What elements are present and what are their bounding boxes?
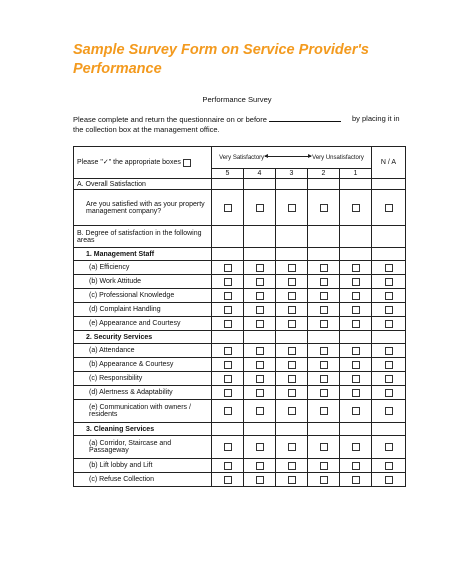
score-4: 4 <box>244 169 276 179</box>
rating-checkbox[interactable] <box>256 347 264 355</box>
rating-checkbox[interactable] <box>352 462 360 470</box>
empty-cell <box>244 179 276 190</box>
rating-checkbox[interactable] <box>256 278 264 286</box>
survey-item-row <box>74 261 406 275</box>
survey-item-row-cell <box>244 436 276 459</box>
empty-cell <box>276 423 308 436</box>
empty-cell <box>276 331 308 344</box>
survey-item-row-cell <box>340 372 372 386</box>
survey-item-row-cell <box>244 386 276 400</box>
rating-checkbox[interactable] <box>352 361 360 369</box>
score-2: 2 <box>308 169 340 179</box>
instructions-part-2: by placing it in <box>352 114 400 123</box>
section-b-body <box>74 226 406 487</box>
rating-checkbox[interactable] <box>256 292 264 300</box>
score-5: 5 <box>212 169 244 179</box>
survey-item-row <box>74 317 406 331</box>
survey-item-row-cell <box>244 400 276 423</box>
survey-item-row-cell <box>244 459 276 473</box>
tick-sample-checkbox <box>183 159 191 167</box>
survey-item-row <box>74 436 406 459</box>
rating-checkbox[interactable] <box>224 462 232 470</box>
na-checkbox[interactable] <box>385 264 393 272</box>
survey-item-row-label: (a) Corridor, Staircase and Passageway <box>74 436 212 459</box>
empty-cell <box>340 226 372 248</box>
rating-checkbox[interactable] <box>352 264 360 272</box>
rating-checkbox[interactable] <box>320 462 328 470</box>
empty-cell <box>244 423 276 436</box>
survey-item-row-cell <box>212 317 244 331</box>
survey-item-row <box>74 473 406 487</box>
survey-item-row-cell <box>340 261 372 275</box>
survey-item-row-cell <box>372 358 406 372</box>
rating-checkbox[interactable] <box>256 462 264 470</box>
survey-table <box>73 146 406 487</box>
na-checkbox[interactable] <box>385 361 393 369</box>
survey-item-row-cell <box>212 400 244 423</box>
survey-item-row-label: (e) Appearance and Courtesy <box>74 317 212 331</box>
survey-item-row-cell <box>372 275 406 289</box>
date-blank-field[interactable] <box>269 114 341 122</box>
rating-checkbox[interactable] <box>320 292 328 300</box>
survey-item-row-cell <box>276 261 308 275</box>
survey-item-row-cell <box>276 344 308 358</box>
empty-cell <box>212 423 244 436</box>
na-header: N / A <box>372 147 406 179</box>
rating-checkbox[interactable] <box>352 204 360 212</box>
survey-item-row-cell <box>372 386 406 400</box>
rating-checkbox[interactable] <box>320 389 328 397</box>
page-title <box>73 41 453 79</box>
rating-checkbox[interactable] <box>224 443 232 451</box>
survey-item-row-cell <box>212 261 244 275</box>
survey-item-row-cell <box>308 459 340 473</box>
empty-cell <box>340 423 372 436</box>
na-checkbox[interactable] <box>385 306 393 314</box>
na-checkbox[interactable] <box>385 407 393 415</box>
survey-item-row-label: (b) Lift lobby and Lift <box>74 459 212 473</box>
rating-checkbox[interactable] <box>224 204 232 212</box>
survey-item-row <box>74 358 406 372</box>
title-line-2: Performance <box>73 61 162 77</box>
empty-cell <box>372 248 406 261</box>
rating-checkbox[interactable] <box>224 476 232 484</box>
empty-cell <box>340 179 372 190</box>
section-a-question-row-cell <box>308 190 340 226</box>
survey-item-row-cell <box>340 459 372 473</box>
survey-item-row-cell <box>276 289 308 303</box>
survey-item-row-cell <box>276 275 308 289</box>
na-checkbox[interactable] <box>385 476 393 484</box>
rating-checkbox[interactable] <box>224 292 232 300</box>
instructions-part-3: the collection box at the management office. <box>73 125 220 134</box>
survey-item-row-label: (c) Professional Knowledge <box>74 289 212 303</box>
survey-item-row-cell <box>244 358 276 372</box>
survey-item-row-label: (a) Efficiency <box>74 261 212 275</box>
survey-item-row-cell <box>212 275 244 289</box>
rating-checkbox[interactable] <box>320 320 328 328</box>
empty-cell <box>244 226 276 248</box>
rating-checkbox[interactable] <box>352 347 360 355</box>
rating-checkbox[interactable] <box>352 320 360 328</box>
survey-item-row-cell <box>372 344 406 358</box>
rating-checkbox[interactable] <box>288 407 296 415</box>
empty-cell <box>308 331 340 344</box>
rating-checkbox[interactable] <box>288 292 296 300</box>
rating-scale-header <box>212 147 372 169</box>
survey-item-row-cell <box>276 459 308 473</box>
survey-item-row-cell <box>276 303 308 317</box>
rating-checkbox[interactable] <box>256 361 264 369</box>
survey-item-row-label: (b) Appearance & Courtesy <box>74 358 212 372</box>
rating-checkbox[interactable] <box>288 306 296 314</box>
section-a-title-row-label: A. Overall Satisfaction <box>74 179 212 190</box>
survey-item-row-cell <box>212 344 244 358</box>
rating-checkbox[interactable] <box>256 320 264 328</box>
na-checkbox[interactable] <box>385 204 393 212</box>
rating-checkbox[interactable] <box>352 306 360 314</box>
empty-cell <box>340 248 372 261</box>
rating-checkbox[interactable] <box>288 375 296 383</box>
survey-item-row-cell <box>244 303 276 317</box>
survey-item-row <box>74 289 406 303</box>
rating-checkbox[interactable] <box>288 264 296 272</box>
na-checkbox[interactable] <box>385 389 393 397</box>
empty-cell <box>372 179 406 190</box>
rating-checkbox[interactable] <box>288 347 296 355</box>
rating-checkbox[interactable] <box>224 320 232 328</box>
rating-checkbox[interactable] <box>288 476 296 484</box>
survey-item-row-cell <box>308 275 340 289</box>
rating-checkbox[interactable] <box>256 264 264 272</box>
section-a-question-row-cell <box>212 190 244 226</box>
rating-checkbox[interactable] <box>224 361 232 369</box>
empty-cell <box>340 331 372 344</box>
survey-item-row-cell <box>372 289 406 303</box>
survey-item-row-cell <box>340 386 372 400</box>
survey-item-row-cell <box>308 344 340 358</box>
survey-item-row-cell <box>308 317 340 331</box>
instructions-part-1: Please complete and return the questionnaire on or before <box>73 115 267 124</box>
survey-item-row-label: (d) Complaint Handling <box>74 303 212 317</box>
section-a-question-row <box>74 190 406 226</box>
survey-item-row-cell <box>308 400 340 423</box>
survey-item-row-cell <box>212 289 244 303</box>
rating-checkbox[interactable] <box>320 443 328 451</box>
survey-item-row <box>74 386 406 400</box>
rating-checkbox[interactable] <box>256 407 264 415</box>
section-a-question-row-cell <box>276 190 308 226</box>
rating-checkbox[interactable] <box>352 292 360 300</box>
survey-item-row-label: (d) Alertness & Adaptability <box>74 386 212 400</box>
rating-checkbox[interactable] <box>288 361 296 369</box>
rating-checkbox[interactable] <box>352 407 360 415</box>
empty-cell <box>276 226 308 248</box>
empty-cell <box>372 331 406 344</box>
survey-item-row <box>74 459 406 473</box>
survey-item-row-cell <box>340 436 372 459</box>
rating-checkbox[interactable] <box>352 375 360 383</box>
survey-item-row-cell <box>276 317 308 331</box>
rating-checkbox[interactable] <box>320 361 328 369</box>
rating-checkbox[interactable] <box>352 278 360 286</box>
empty-cell <box>308 179 340 190</box>
survey-item-row <box>74 303 406 317</box>
group-title-row-label: 3. Cleaning Services <box>74 423 212 436</box>
rating-checkbox[interactable] <box>256 375 264 383</box>
score-3: 3 <box>276 169 308 179</box>
survey-item-row-cell <box>276 386 308 400</box>
rating-checkbox[interactable] <box>288 462 296 470</box>
group-title-row <box>74 423 406 436</box>
survey-item-row-cell <box>340 317 372 331</box>
survey-item-row-cell <box>372 317 406 331</box>
survey-item-row-cell <box>244 344 276 358</box>
rating-checkbox[interactable] <box>256 443 264 451</box>
na-checkbox[interactable] <box>385 462 393 470</box>
rating-checkbox[interactable] <box>288 278 296 286</box>
survey-item-row-cell <box>372 473 406 487</box>
survey-item-row-label: (e) Communication with owners / residents <box>74 400 212 423</box>
section-a-question-row-cell <box>372 190 406 226</box>
scale-right-label: Very Unsatisfactory <box>312 154 364 161</box>
empty-cell <box>276 248 308 261</box>
survey-item-row-cell <box>308 436 340 459</box>
na-checkbox[interactable] <box>385 292 393 300</box>
rating-checkbox[interactable] <box>224 264 232 272</box>
survey-item-row-label: (b) Work Attitude <box>74 275 212 289</box>
survey-item-row-cell <box>244 289 276 303</box>
survey-item-row-cell <box>308 303 340 317</box>
survey-item-row-cell <box>340 400 372 423</box>
empty-cell <box>308 248 340 261</box>
empty-cell <box>276 179 308 190</box>
rating-checkbox[interactable] <box>224 375 232 383</box>
double-arrow-icon <box>265 156 311 157</box>
survey-item-row-cell <box>212 358 244 372</box>
rating-checkbox[interactable] <box>352 389 360 397</box>
rating-checkbox[interactable] <box>320 204 328 212</box>
survey-item-row-cell <box>212 372 244 386</box>
survey-item-row-cell <box>372 400 406 423</box>
survey-item-row-cell <box>340 358 372 372</box>
survey-item-row-cell <box>276 473 308 487</box>
empty-cell <box>308 226 340 248</box>
na-checkbox[interactable] <box>385 278 393 286</box>
rating-checkbox[interactable] <box>256 306 264 314</box>
survey-item-row-cell <box>244 372 276 386</box>
rating-checkbox[interactable] <box>288 389 296 397</box>
empty-cell <box>244 248 276 261</box>
survey-item-row-cell <box>308 358 340 372</box>
rating-checkbox[interactable] <box>288 204 296 212</box>
survey-item-row <box>74 400 406 423</box>
survey-item-row-cell <box>244 261 276 275</box>
survey-item-row-cell <box>372 372 406 386</box>
score-1: 1 <box>340 169 372 179</box>
survey-item-row-cell <box>340 289 372 303</box>
header-row <box>74 147 406 169</box>
title-line-1: Sample Survey Form on Service Provider's <box>73 42 369 58</box>
survey-item-row-cell <box>276 436 308 459</box>
na-checkbox[interactable] <box>385 320 393 328</box>
section-a-question-row-cell <box>340 190 372 226</box>
document-subtitle: Performance Survey <box>202 95 272 104</box>
survey-item-row-cell <box>276 358 308 372</box>
rating-checkbox[interactable] <box>224 306 232 314</box>
group-title-row-label: 1. Management Staff <box>74 248 212 261</box>
empty-cell <box>212 331 244 344</box>
rating-checkbox[interactable] <box>288 320 296 328</box>
survey-item-row-cell <box>212 436 244 459</box>
survey-item-row-cell <box>308 386 340 400</box>
rating-checkbox[interactable] <box>352 476 360 484</box>
survey-item-row-cell <box>372 303 406 317</box>
empty-cell <box>372 423 406 436</box>
survey-item-row-label: (c) Responsibility <box>74 372 212 386</box>
group-title-row <box>74 248 406 261</box>
survey-item-row-cell <box>308 261 340 275</box>
section-b-title-row-label: B. Degree of satisfaction in the following areas <box>74 226 212 248</box>
rating-checkbox[interactable] <box>256 204 264 212</box>
group-title-row <box>74 331 406 344</box>
survey-item-row-cell <box>276 372 308 386</box>
survey-item-row-cell <box>276 400 308 423</box>
rating-checkbox[interactable] <box>320 306 328 314</box>
survey-item-row-label: (a) Attendance <box>74 344 212 358</box>
survey-item-row <box>74 372 406 386</box>
survey-item-row-cell <box>340 473 372 487</box>
survey-item-row-cell <box>372 459 406 473</box>
rating-checkbox[interactable] <box>224 347 232 355</box>
survey-item-row-cell <box>372 436 406 459</box>
rating-checkbox[interactable] <box>256 476 264 484</box>
survey-item-row-label: (c) Refuse Collection <box>74 473 212 487</box>
survey-item-row-cell <box>340 344 372 358</box>
survey-item-row-cell <box>244 473 276 487</box>
group-title-row-label: 2. Security Services <box>74 331 212 344</box>
section-a-title-row <box>74 179 406 190</box>
survey-item-row-cell <box>212 303 244 317</box>
survey-item-row <box>74 344 406 358</box>
na-checkbox[interactable] <box>385 375 393 383</box>
section-a-question-row-label: Are you satisfied with as your property management company? <box>74 190 212 226</box>
survey-item-row-cell <box>244 275 276 289</box>
section-a-question-row-cell <box>244 190 276 226</box>
rating-checkbox[interactable] <box>224 407 232 415</box>
empty-cell <box>212 248 244 261</box>
rating-checkbox[interactable] <box>288 443 296 451</box>
survey-item-row-cell <box>212 386 244 400</box>
rating-checkbox[interactable] <box>320 278 328 286</box>
survey-item-row-cell <box>340 303 372 317</box>
rating-checkbox[interactable] <box>256 389 264 397</box>
tick-instruction-cell <box>74 147 212 179</box>
rating-checkbox[interactable] <box>320 264 328 272</box>
section-b-title-row <box>74 226 406 248</box>
survey-item-row-cell <box>212 473 244 487</box>
rating-checkbox[interactable] <box>224 389 232 397</box>
empty-cell <box>372 226 406 248</box>
empty-cell <box>212 226 244 248</box>
survey-item-row-cell <box>212 459 244 473</box>
survey-item-row-cell <box>244 317 276 331</box>
rating-checkbox[interactable] <box>224 278 232 286</box>
rating-checkbox[interactable] <box>320 476 328 484</box>
survey-item-row-cell <box>372 261 406 275</box>
survey-item-row-cell <box>308 289 340 303</box>
tick-instruction-label: Please "✓" the appropriate boxes <box>77 159 181 167</box>
rating-checkbox[interactable] <box>320 407 328 415</box>
rating-checkbox[interactable] <box>320 347 328 355</box>
survey-item-row-cell <box>340 275 372 289</box>
survey-item-row-cell <box>308 473 340 487</box>
empty-cell <box>308 423 340 436</box>
rating-checkbox[interactable] <box>320 375 328 383</box>
scale-left-label: Very Satisfactory <box>219 154 265 161</box>
rating-checkbox[interactable] <box>352 443 360 451</box>
na-checkbox[interactable] <box>385 347 393 355</box>
section-a-body <box>74 179 406 226</box>
empty-cell <box>244 331 276 344</box>
survey-item-row-cell <box>308 372 340 386</box>
na-checkbox[interactable] <box>385 443 393 451</box>
survey-item-row <box>74 275 406 289</box>
empty-cell <box>212 179 244 190</box>
